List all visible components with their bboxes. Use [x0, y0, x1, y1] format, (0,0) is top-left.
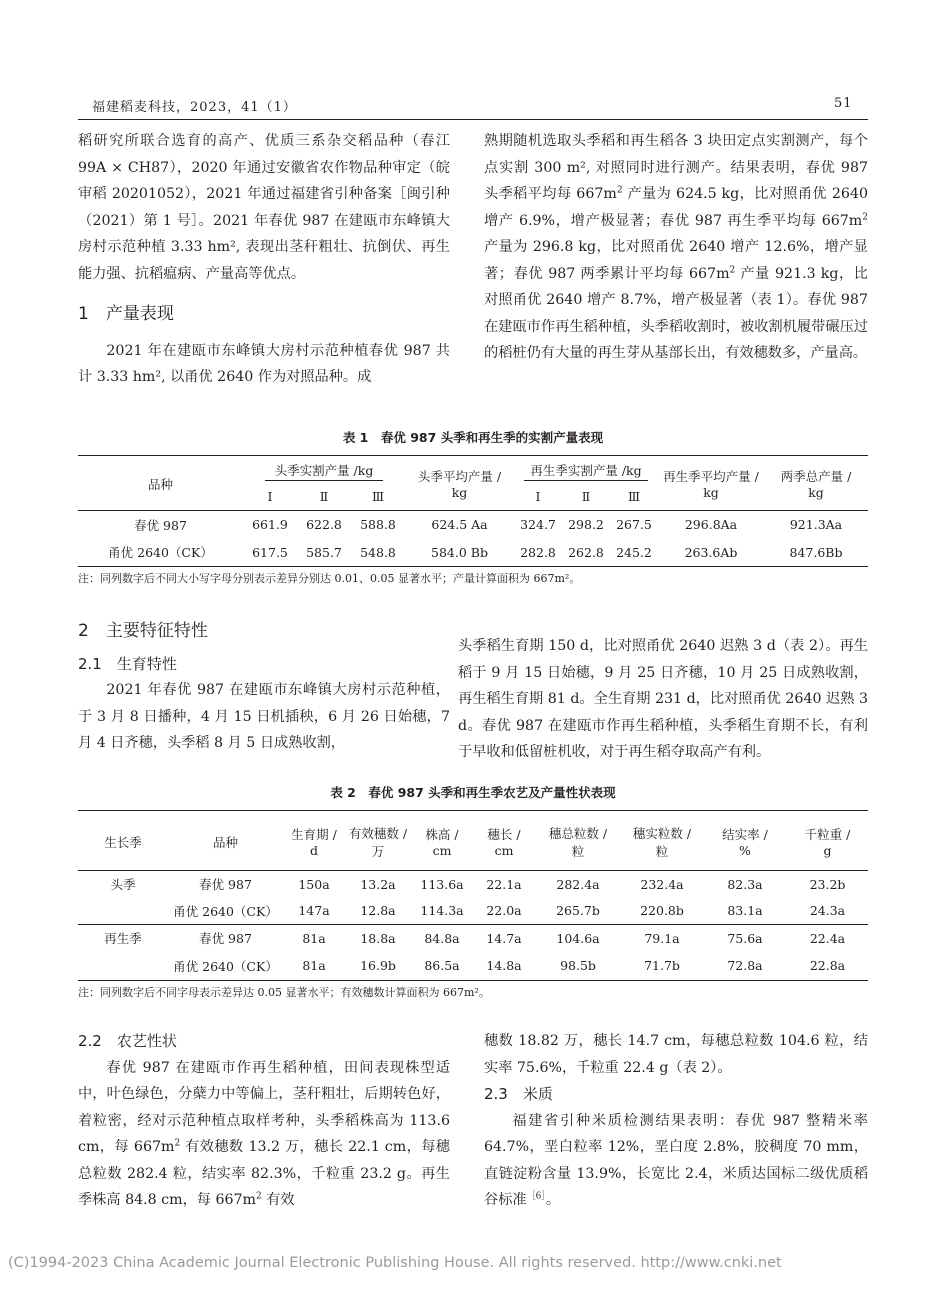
right-column-section22 [484, 1028, 868, 1214]
t1-header-regen-season: 再生季实割产量 /kg [514, 458, 658, 484]
table-row: 再生季 春优 987 81a 18.8a 84.8a 14.7a 104.6a 79.1a 75.6a 22.4a [78, 924, 868, 952]
table-row: 甬优 2640（CK） 81a 16.9b 86.5a 14.8a 98.5b 71.7b 72.8a 22.8a [78, 952, 868, 980]
section-heading-characteristics: 2 主要特征特性 [78, 621, 208, 641]
t2-header-growth-period: 生育期 / d [291, 827, 337, 859]
paragraph-agronomic-left: 春优 987 在建瓯市作再生稻种植，田间表现株型适中，叶色绿色，分蘖力中等偏上，茎秆粗壮，后期转色好，着粒密，经对示范种植点取样考种，头季稻株高为 113.6 cm，每 $667m^2$ 有效穗数 13.2 万，穗长 22.1 cm，每穗总粒数 282.4 粒，结实率 82.3%，千粒重 23.2 g。再生季株高 84.8 cm，每 $667m^2$ 有效 [78, 1059, 450, 1208]
citation-ref-6[interactable]: ［6］ [526, 1191, 546, 1202]
t2-season-regen: 再生季 [104, 931, 142, 947]
t2-header-total-grains: 穗总粒数 / 粒 [548, 825, 608, 859]
paragraph-growth-right: 头季稻生育期 150 d，比对照甬优 2640 迟熟 3 d（表 2）。再生稻于 9 月 15 日始穗，9 月 25 日齐穗，10 月 25 日成熟收割，再生稻生育期 81 d。全生育期 231 d，比对照甬优 2640 迟熟 3 d。春优 987 在建瓯市作再生稻种植，头季稻生育期不长，有利于早收和低留桩机收，对于再生稻夺取高产有利。 [458, 638, 868, 760]
paragraph-growth-left: 2021 年春优 987 在建瓯市东峰镇大房村示范种植，于 3 月 8 日播种，4 月 15 日机插秧，6 月 26 日始穗，7 月 4 日齐穗，头季稻 8 月 5 日成熟收割， [78, 682, 450, 751]
paragraph-agronomic-right: 穗数 18.82 万，穗长 14.7 cm，每穗总粒数 104.6 粒，结实率 75.6%，千粒重 22.4 g（表 2）。 [484, 1033, 868, 1076]
t2-header-grain-weight: 千粒重 / g [804, 827, 851, 859]
t1-header-regen-ii: Ⅱ [581, 489, 591, 505]
t1-header-first-avg: 头季平均产量 / kg [417, 469, 502, 501]
right-column-section2 [458, 633, 868, 766]
left-column-section22 [78, 1028, 450, 1214]
header-rule [78, 119, 868, 120]
t2-header-variety: 品种 [212, 834, 238, 850]
t2-header-effective-panicles: 有效穗数 / 万 [348, 825, 408, 859]
table2-header-row [78, 814, 868, 870]
t1-header-regen-i: Ⅰ [535, 489, 541, 505]
subheading-agronomic: 2.2 农艺性状 [78, 1032, 177, 1050]
t2-header-seed-setting: 结实率 / % [722, 827, 768, 859]
table2 [78, 814, 868, 981]
t1-header-variety: 品种 [147, 476, 173, 492]
right-column-top [484, 128, 868, 367]
t2-header-panicle-length: 穗长 / cm [487, 827, 521, 859]
paragraph-yield-results: 熟期随机选取头季稻和再生稻各 3 块田定点实割测产，每个点实割 300 m², 对照同时进行测产。结果表明，春优 987 头季稻平均每 $667m^2$ 产量为 624.5 kg，比对照甬优 2640 增产 6.9%，增产极显著；春优 987 再生季平均每 $667m^2$ 产量为 296.8 kg，比对照甬优 2640 增产 12.6%，增产显著；春优 987 两季累计平均每 $667m^2$ 产量 921.3 kg，比对照甬优 2640 增产 8.7%，增产极显著（表 1）。春优 987 在建瓯市作再生稻种植，头季稻收割时，被收割机履带碾压过的稻桩仍有大量的再生芽从基部长出，有效穗数多，产量高。 [484, 133, 868, 361]
table2-top-rule [78, 810, 868, 811]
table-row: 春优 987 661.9 622.8 588.8 624.5 Aa 324.7 298.2 267.5 296.8Aa 921.3Aa [78, 510, 868, 539]
subheading-rice-quality: 2.3 米质 [484, 1085, 553, 1103]
t1-header-total: 两季总产量 / kg [780, 469, 852, 501]
paragraph-variety-intro: 稻研究所联合选育的高产、优质三系杂交稻品种（春江 99A × CH87），2020 年通过安徽省农作物品种审定（皖审稻 20201052），2021 年通过福建省引种备案［闽引种（2021）第 1 号］。2021 年春优 987 在建瓯市东峰镇大房村示范种植 3.33 hm², 表现出茎秆粗壮、抗倒伏、再生能力强、抗稻瘟病、产量高等优点。 [78, 133, 450, 282]
t2-season-first: 头季 [110, 877, 136, 893]
journal-header: 福建稻麦科技，2023，41（1） [92, 100, 297, 115]
t1-header-first-i: Ⅰ [267, 489, 273, 505]
left-column-section2 [78, 618, 450, 757]
t1-header-first-iii: Ⅲ [371, 489, 385, 505]
subheading-growth: 2.1 生育特性 [78, 654, 177, 673]
section-heading-yield: 1 产量表现 [78, 304, 174, 324]
t1-header-regen-avg: 再生季平均产量 / kg [663, 469, 759, 501]
table1 [78, 458, 868, 567]
t1-header-regen-iii: Ⅲ [627, 489, 641, 505]
t1-header-first-ii: Ⅱ [319, 489, 329, 505]
copyright-footer: (C)1994-2023 China Academic Journal Electronic Publishing House. All rights reserved. http://www.cnki.net [8, 1255, 782, 1271]
table1-caption: 表 1 春优 987 头季和再生季的实割产量表现 [342, 430, 604, 445]
table2-note: 注：同列数字后不同字母表示差异达 0.05 显著水平；有效穗数计算面积为 667m²。 [78, 986, 490, 999]
table-row: 甬优 2640（CK） 617.5 585.7 548.8 584.0 Bb 282.8 262.8 245.2 263.6Ab 847.6Bb [78, 539, 868, 566]
t2-header-filled-grains: 穗实粒数 / 粒 [632, 825, 692, 859]
paragraph-yield-intro: 2021 年在建瓯市东峰镇大房村示范种植春优 987 共计 3.33 hm², 以甬优 2640 作为对照品种。成 [78, 342, 450, 385]
paragraph-rice-quality: 福建省引种米质检测结果表明：春优 987 整精米率 64.7%，垩白粒率 12%，垩白度 2.8%，胶稠度 70 mm，直链淀粉含量 13.9%，长宽比 2.4，米质达国标二级优质稻谷标准$^{[6]}$。 [484, 1112, 868, 1208]
page-number: 51 [834, 96, 853, 111]
t2-header-plant-height: 株高 / cm [425, 827, 459, 859]
table-row: 头季 春优 987 150a 13.2a 113.6a 22.1a 282.4a 232.4a 82.3a 23.2b [78, 870, 868, 898]
t2-header-season: 生长季 [104, 834, 142, 850]
table1-top-rule [78, 455, 868, 456]
t1-header-first-season: 头季实割产量 /kg [243, 458, 405, 484]
table1-note: 注：同列数字后不同大小写字母分别表示差异分别达 0.01、0.05 显著水平；产量计算面积为 667m²。 [78, 572, 581, 585]
left-column-top [78, 128, 450, 391]
table-row: 甬优 2640（CK） 147a 12.8a 114.3a 22.0a 265.7b 220.8b 83.1a 24.3a [78, 898, 868, 924]
table2-caption: 表 2 春优 987 头季和再生季农艺及产量性状表现 [330, 785, 616, 800]
